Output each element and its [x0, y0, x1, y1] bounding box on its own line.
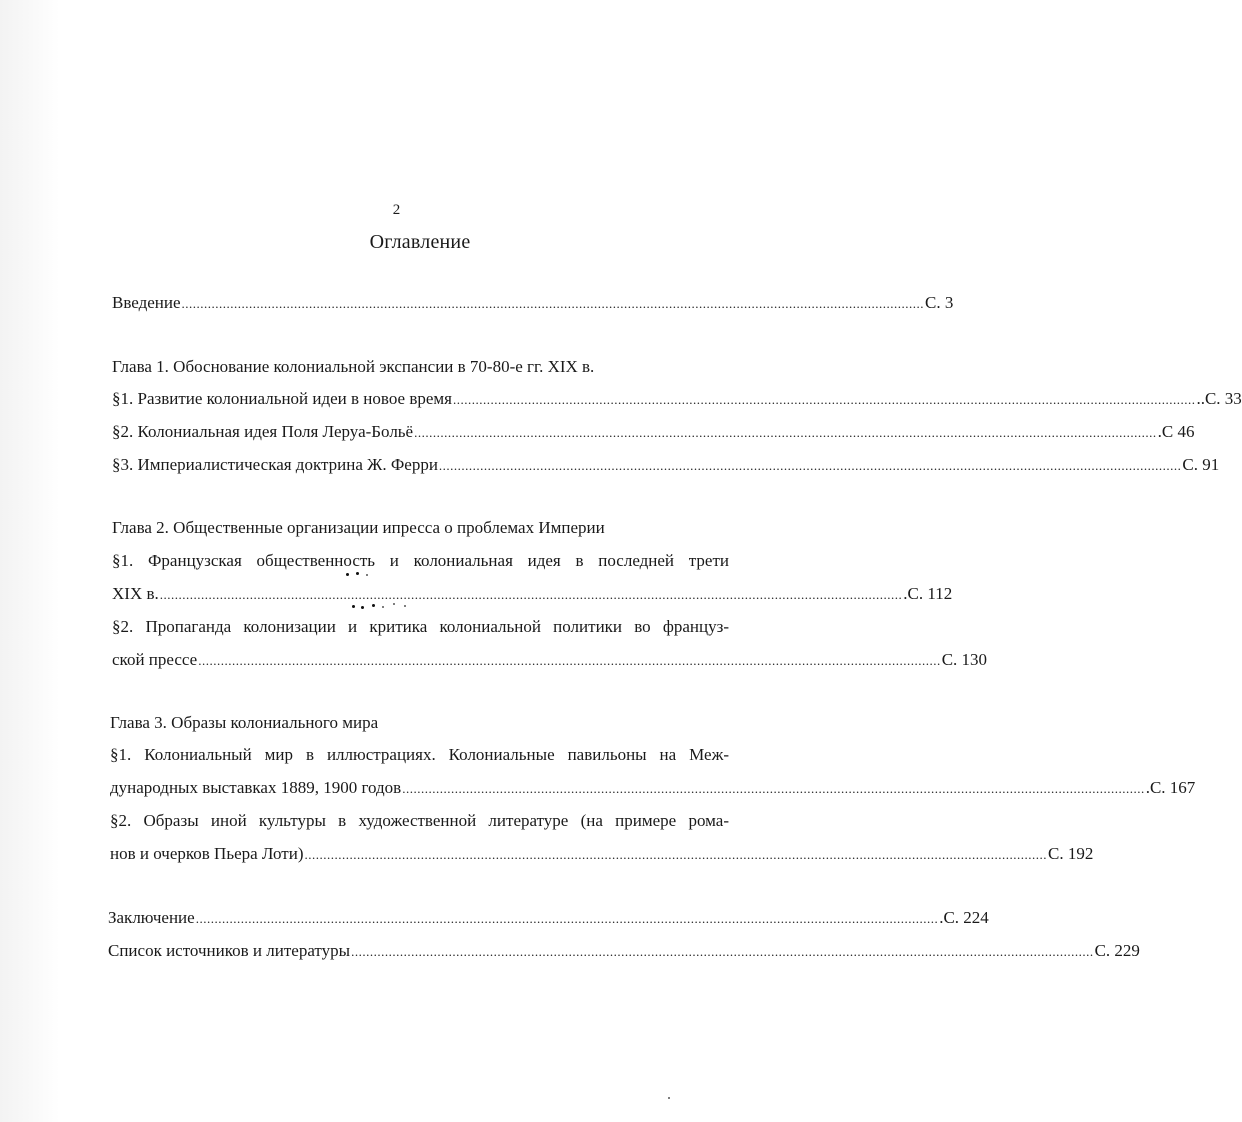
toc-entry-ch2-s2-line2 — [112, 650, 988, 671]
toc-entry-page: ..С. 33 — [1196, 389, 1242, 408]
toc-entry-sources — [108, 941, 1140, 962]
dot-leader: ...................................................................................................................................................................................................... — [159, 587, 903, 602]
toc-entry-page: .С 46 — [1157, 422, 1195, 441]
toc-entry-ch1-s1 — [112, 389, 1242, 410]
toc-entry-text: §3. Империалистическая доктрина Ж. Ферри — [112, 455, 438, 474]
toc-entry-ch1-s2 — [112, 422, 1195, 443]
toc-entry-intro — [112, 293, 954, 314]
dot-leader: ...................................................................................................................................................................................................... — [195, 911, 939, 926]
scan-speck — [668, 1097, 670, 1099]
dot-leader: ...................................................................................................................................................................................................... — [304, 847, 1047, 862]
toc-entry-ch3-s1-line1: §1. Колониальный мир в иллюстрациях. Колониальные павильоны на Меж- — [110, 745, 729, 764]
toc-entry-ch3-s2-line1: §2. Образы иной культуры в художественной литературе (на примере рома- — [110, 811, 729, 830]
toc-entry-text: Введение — [112, 293, 181, 312]
toc-entry-page: .С. 167 — [1145, 778, 1196, 797]
dot-leader: ...................................................................................................................................................................................................... — [402, 781, 1145, 796]
toc-entry-text: §2. Колониальная идея Поля Леруа-Больё — [112, 422, 414, 441]
toc-entry-ch2-s1-line1: §1. Французская общественность и колониальная идея в последней трети — [112, 551, 729, 570]
scan-speck — [356, 572, 359, 575]
toc-entry-text: Список источников и литературы — [108, 941, 351, 960]
toc-entry-page: .С. 112 — [903, 584, 953, 603]
scan-speck — [382, 606, 384, 608]
dot-leader: ...................................................................................................................................................................................................... — [438, 458, 1182, 473]
chapter-2-heading: Глава 2. Общественные организации ипресса о проблемах Империи — [112, 518, 605, 537]
chapter-1-heading: Глава 1. Обоснование колониальной экспансии в 70-80-е гг. XIX в. — [112, 357, 595, 376]
toc-entry-text: Заключение — [108, 908, 195, 927]
toc-entry-page: С. 229 — [1094, 941, 1140, 960]
scan-shadow — [0, 0, 60, 1122]
dot-leader: ...................................................................................................................................................................................................... — [351, 944, 1094, 959]
dot-leader: ...................................................................................................................................................................................................... — [181, 296, 925, 311]
toc-entry-ch3-s1-line2 — [110, 778, 1196, 799]
scan-speck — [352, 605, 355, 608]
toc-entry-text: дународных выставках 1889, 1900 годов — [110, 778, 402, 797]
toc-entry-ch1-s3 — [112, 455, 1220, 476]
dot-leader: ...................................................................................................................................................................................................... — [198, 653, 941, 668]
dot-leader: ...................................................................................................................................................................................................... — [414, 425, 1157, 440]
page-title: Оглавление — [369, 231, 471, 253]
toc-entry-text: XIX в. — [112, 584, 159, 603]
toc-entry-page: С. 91 — [1182, 455, 1220, 474]
toc-entry-text: нов и очерков Пьера Лоти) — [110, 844, 304, 863]
toc-entry-page: С. 192 — [1048, 844, 1094, 863]
toc-entry-ch2-s2-line1: §2. Пропаганда колонизации и критика колониальной политики во француз- — [112, 617, 729, 636]
scan-speck — [404, 605, 406, 607]
toc-entry-text: ской прессе — [112, 650, 198, 669]
scan-speck — [361, 606, 364, 609]
toc-entry-text: §1. Развитие колониальной идеи в новое время — [112, 389, 452, 408]
scan-speck — [346, 573, 349, 576]
scan-speck — [366, 574, 368, 576]
chapter-3-heading: Глава 3. Образы колониального мира — [110, 713, 379, 732]
dot-leader: ...................................................................................................................................................................................................... — [452, 392, 1196, 407]
toc-entry-conclusion — [108, 908, 989, 929]
toc-entry-ch2-s1-line2 — [112, 584, 953, 605]
toc-entry-ch3-s2-line2 — [110, 844, 1094, 865]
page-number: 2 — [392, 202, 401, 218]
scan-speck — [372, 604, 375, 607]
toc-entry-page: .С. 224 — [939, 908, 989, 927]
toc-entry-page: С. 130 — [941, 650, 988, 669]
scan-speck — [393, 603, 395, 605]
toc-entry-page: С. 3 — [925, 293, 954, 312]
